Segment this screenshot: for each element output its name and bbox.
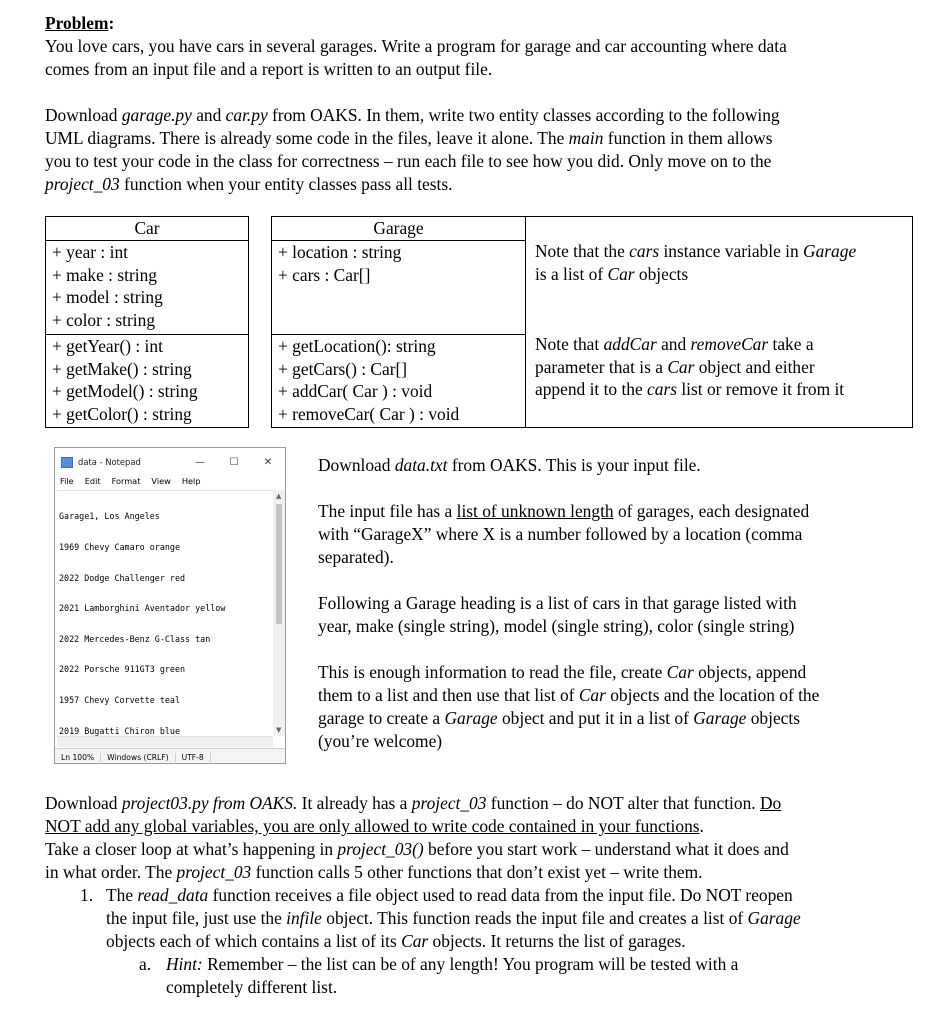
note-cars-list: Note that the cars instance variable in Garage is a list of Car objects <box>535 241 857 284</box>
notepad-line: 2021 Lamborghini Aventador yellow <box>59 603 226 614</box>
status-encoding: UTF-8 <box>176 753 211 762</box>
status-line-ending: Windows (CRLF) <box>101 753 175 762</box>
sub-item-a-line-1: Hint: Remember – the list can be of any length! You program will be tested with a <box>166 954 739 974</box>
uml-garage-attr: + location : string <box>278 242 402 262</box>
uml-garage-attr: + cars : Car[] <box>278 264 371 285</box>
sub-item-a-letter: a. <box>139 954 152 974</box>
project-download-line-2: NOT add any global variables, you are only allowed to write code contained in your functions. <box>45 816 704 836</box>
uml-garage-attributes <box>272 241 525 335</box>
close-icon[interactable]: ✕ <box>263 456 273 468</box>
notepad-line: Garage1, Los Angeles <box>59 511 160 522</box>
uml-garage-method: + getLocation(): string <box>278 336 436 356</box>
intro-line-2: comes from an input file and a report is written to an output file. <box>45 59 493 79</box>
uml-notes-column <box>525 216 913 428</box>
scroll-up-icon[interactable]: ▲ <box>276 492 282 500</box>
uml-garage-method: + getCars() : Car[] <box>278 358 408 379</box>
list-item-1-line-3: objects each of which contains a list of its Car objects. It returns the list of garages. <box>106 931 686 951</box>
download-line-1: Download garage.py and car.py from OAKS. In them, write two entity classes according to the following <box>45 105 780 125</box>
notepad-line: 2019 Bugatti Chiron blue <box>59 725 181 736</box>
enough-info-line-2: them to a list and then use that list of Car objects and the location of the <box>318 685 820 705</box>
closer-look-line-1: Take a closer loop at what’s happening in project_03() before you start work – understand what it does and <box>45 839 789 859</box>
garage-heading-line-2: year, make (single string), model (single string), color (single string) <box>318 616 795 636</box>
enough-info-line-1: This is enough information to read the file, create Car objects, append <box>318 662 807 682</box>
uml-car-attr: + year : int <box>52 242 128 262</box>
scroll-thumb[interactable] <box>276 504 282 624</box>
menu-edit[interactable]: Edit <box>84 476 101 486</box>
notepad-titlebar <box>55 448 285 476</box>
notepad-vertical-scrollbar[interactable] <box>273 490 285 736</box>
uml-car-attributes <box>46 241 248 335</box>
notepad-line: 1969 Chevy Camaro orange <box>59 542 181 553</box>
enough-info-line-4: (you’re welcome) <box>318 731 443 751</box>
sub-item-a-line-2: completely different list. <box>166 977 338 997</box>
intro-line-1: You love cars, you have cars in several garages. Write a program for garage and car accounting where data <box>45 36 787 56</box>
project-download-line-1: Download project03.py from OAKS. It already has a project_03 function – do NOT alter that function. Do <box>45 793 782 813</box>
menu-file[interactable]: File <box>60 476 74 486</box>
download-line-3: you to test your code in the class for correctness – run each file to see how you did. Only move on to the <box>45 151 772 171</box>
uml-car-title: Car <box>46 217 248 241</box>
input-desc-line-2: with “GarageX” where X is a number followed by a location (comma <box>318 524 803 544</box>
minimize-icon[interactable]: — <box>195 456 205 468</box>
notepad-line: 2022 Dodge Challenger red <box>59 572 186 583</box>
input-desc-line-3: separated). <box>318 547 394 567</box>
notepad-line: 2022 Mercedes-Benz G-Class tan <box>59 633 211 644</box>
uml-garage-class <box>271 216 526 428</box>
closer-look-line-2: in what order. The project_03 function calls 5 other functions that don’t exist yet – write them. <box>45 862 703 882</box>
uml-car-method: + getModel() : string <box>52 381 198 402</box>
notepad-horizontal-scrollbar[interactable] <box>57 736 273 747</box>
enough-info-line-3: garage to create a Garage object and put it in a list of Garage objects <box>318 708 800 728</box>
uml-car-method: + getColor() : string <box>52 403 192 424</box>
uml-car-attr: + model : string <box>52 287 163 308</box>
problem-heading: Problem: <box>45 13 115 33</box>
notepad-line: 1957 Chevy Corvette teal <box>59 695 181 706</box>
uml-car-method: + getMake() : string <box>52 358 192 379</box>
uml-garage-method: + removeCar( Car ) : void <box>278 403 460 424</box>
uml-car-attr: + make : string <box>52 264 157 285</box>
list-item-1-number: 1. <box>80 885 94 905</box>
menu-view[interactable]: View <box>151 476 171 486</box>
maximize-icon[interactable]: ☐ <box>229 456 239 468</box>
list-item-1-line-1: The read_data function receives a file object used to read data from the input file. Do NOT reopen <box>106 885 793 905</box>
garage-heading-line-1: Following a Garage heading is a list of cars in that garage listed with <box>318 593 797 613</box>
status-zoom: Ln 100% <box>55 753 101 762</box>
note-add-remove: Note that addCar and removeCar take a parameter that is a Car object and either append it to the cars list or remove it from it <box>535 334 845 400</box>
download-line-2: UML diagrams. There is already some code in the files, leave it alone. The main function in them allows <box>45 128 773 148</box>
list-item-1-line-2: the input file, just use the infile object. This function reads the input file and creates a list of Garage <box>106 908 801 928</box>
uml-garage-methods <box>272 335 525 425</box>
scroll-down-icon[interactable]: ▼ <box>276 726 282 734</box>
download-line-4: project_03 function when your entity classes pass all tests. <box>45 174 453 194</box>
notepad-menubar <box>55 476 285 490</box>
menu-format[interactable]: Format <box>111 476 141 486</box>
menu-help[interactable]: Help <box>181 476 201 486</box>
uml-car-methods <box>46 335 248 425</box>
notepad-title: data - Notepad <box>78 457 141 467</box>
notepad-text-area[interactable] <box>57 490 275 737</box>
uml-car-method: + getYear() : int <box>52 336 163 356</box>
uml-car-attr: + color : string <box>52 309 156 330</box>
uml-car-class <box>45 216 249 428</box>
notepad-statusbar <box>55 748 285 764</box>
notepad-icon <box>61 457 73 468</box>
uml-garage-title: Garage <box>272 217 525 241</box>
input-desc-line-1: The input file has a list of unknown length of garages, each designated <box>318 501 810 521</box>
data-download-text: Download data.txt from OAKS. This is your input file. <box>318 455 701 475</box>
notepad-line: 2022 Porsche 911GT3 green <box>59 664 186 675</box>
uml-garage-method: + addCar( Car ) : void <box>278 381 433 402</box>
notepad-window <box>54 447 286 764</box>
